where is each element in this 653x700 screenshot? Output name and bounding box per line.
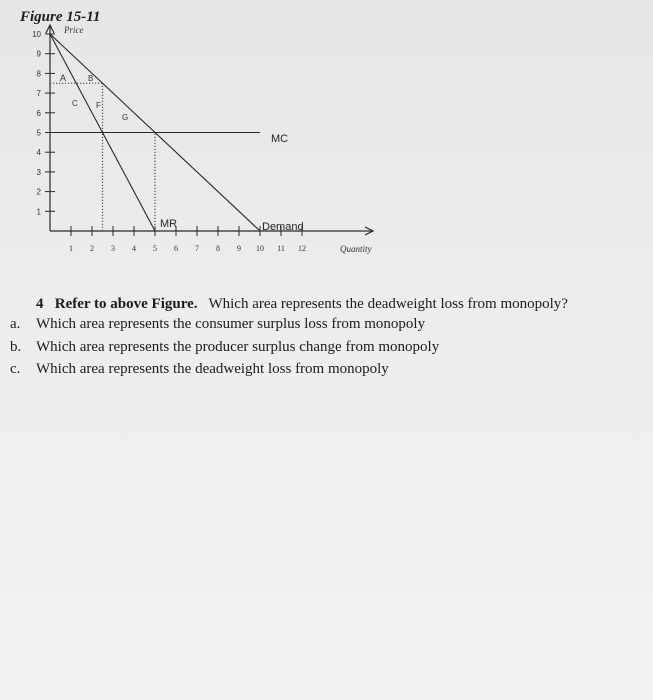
region-label-g: G	[122, 113, 129, 122]
question-prompt	[36, 296, 568, 313]
question-item-b-text: Which area represents the producer surplus change from monopoly	[36, 339, 440, 355]
item-letter: a.	[10, 316, 21, 332]
curves	[50, 34, 260, 231]
y-tick-label: 10	[32, 30, 41, 39]
x-tick-label: 10	[256, 244, 264, 253]
question-item-b	[10, 339, 21, 356]
y-tick-label: 4	[36, 148, 41, 158]
region-label-f: F	[96, 101, 101, 110]
y-tick-label: 6	[36, 108, 41, 118]
y-tick-label: 3	[36, 167, 41, 177]
question-item-c-text: Which area represents the deadweight loss from monopoly	[36, 361, 389, 377]
x-tick-label: 5	[153, 244, 157, 253]
item-letter: c.	[10, 361, 21, 377]
y-axis-label: Price	[64, 25, 84, 35]
question-item-c	[10, 361, 20, 378]
economics-figure	[0, 0, 653, 290]
y-tick-label: 9	[36, 49, 41, 59]
x-axis-label: Quantity	[340, 244, 372, 254]
x-tick-label: 9	[237, 244, 241, 253]
y-tick-label: 5	[36, 128, 41, 138]
figure-title: Figure 15-11	[20, 9, 101, 25]
x-tick-label: 7	[195, 244, 199, 253]
question-item-a-text: Which area represents the consumer surplus loss from monopoly	[36, 316, 426, 332]
item-letter: b.	[10, 339, 22, 355]
x-tick-label: 4	[132, 244, 136, 253]
y-tick-label: 7	[36, 89, 41, 99]
y-tick-label: 8	[36, 69, 41, 79]
x-tick-label: 3	[111, 244, 115, 253]
mr-label: MR	[160, 218, 178, 230]
question-item-a	[10, 316, 20, 333]
x-tick-label: 1	[69, 244, 73, 253]
mc-label: MC	[271, 133, 289, 145]
demand-label: Demand	[262, 221, 304, 233]
region-label-a: A	[60, 73, 67, 83]
x-tick-label: 11	[277, 244, 285, 253]
region-label-c: C	[72, 99, 78, 108]
x-tick-label: 2	[90, 244, 94, 253]
guide-lines	[50, 83, 155, 231]
question-prompt-bold: Refer to above Figure.	[54, 296, 198, 312]
x-tick-label: 8	[216, 244, 220, 253]
y-tick-label: 1	[36, 207, 41, 217]
y-tick-label: 2	[36, 187, 41, 197]
x-tick-label: 12	[298, 244, 306, 253]
x-tick-label: 6	[174, 244, 178, 253]
region-label-b: B	[88, 74, 94, 83]
axes	[46, 25, 373, 235]
question-prompt-text: Which area represents the deadweight loss from monopoly?	[208, 296, 568, 312]
question-number: 4	[36, 296, 44, 312]
